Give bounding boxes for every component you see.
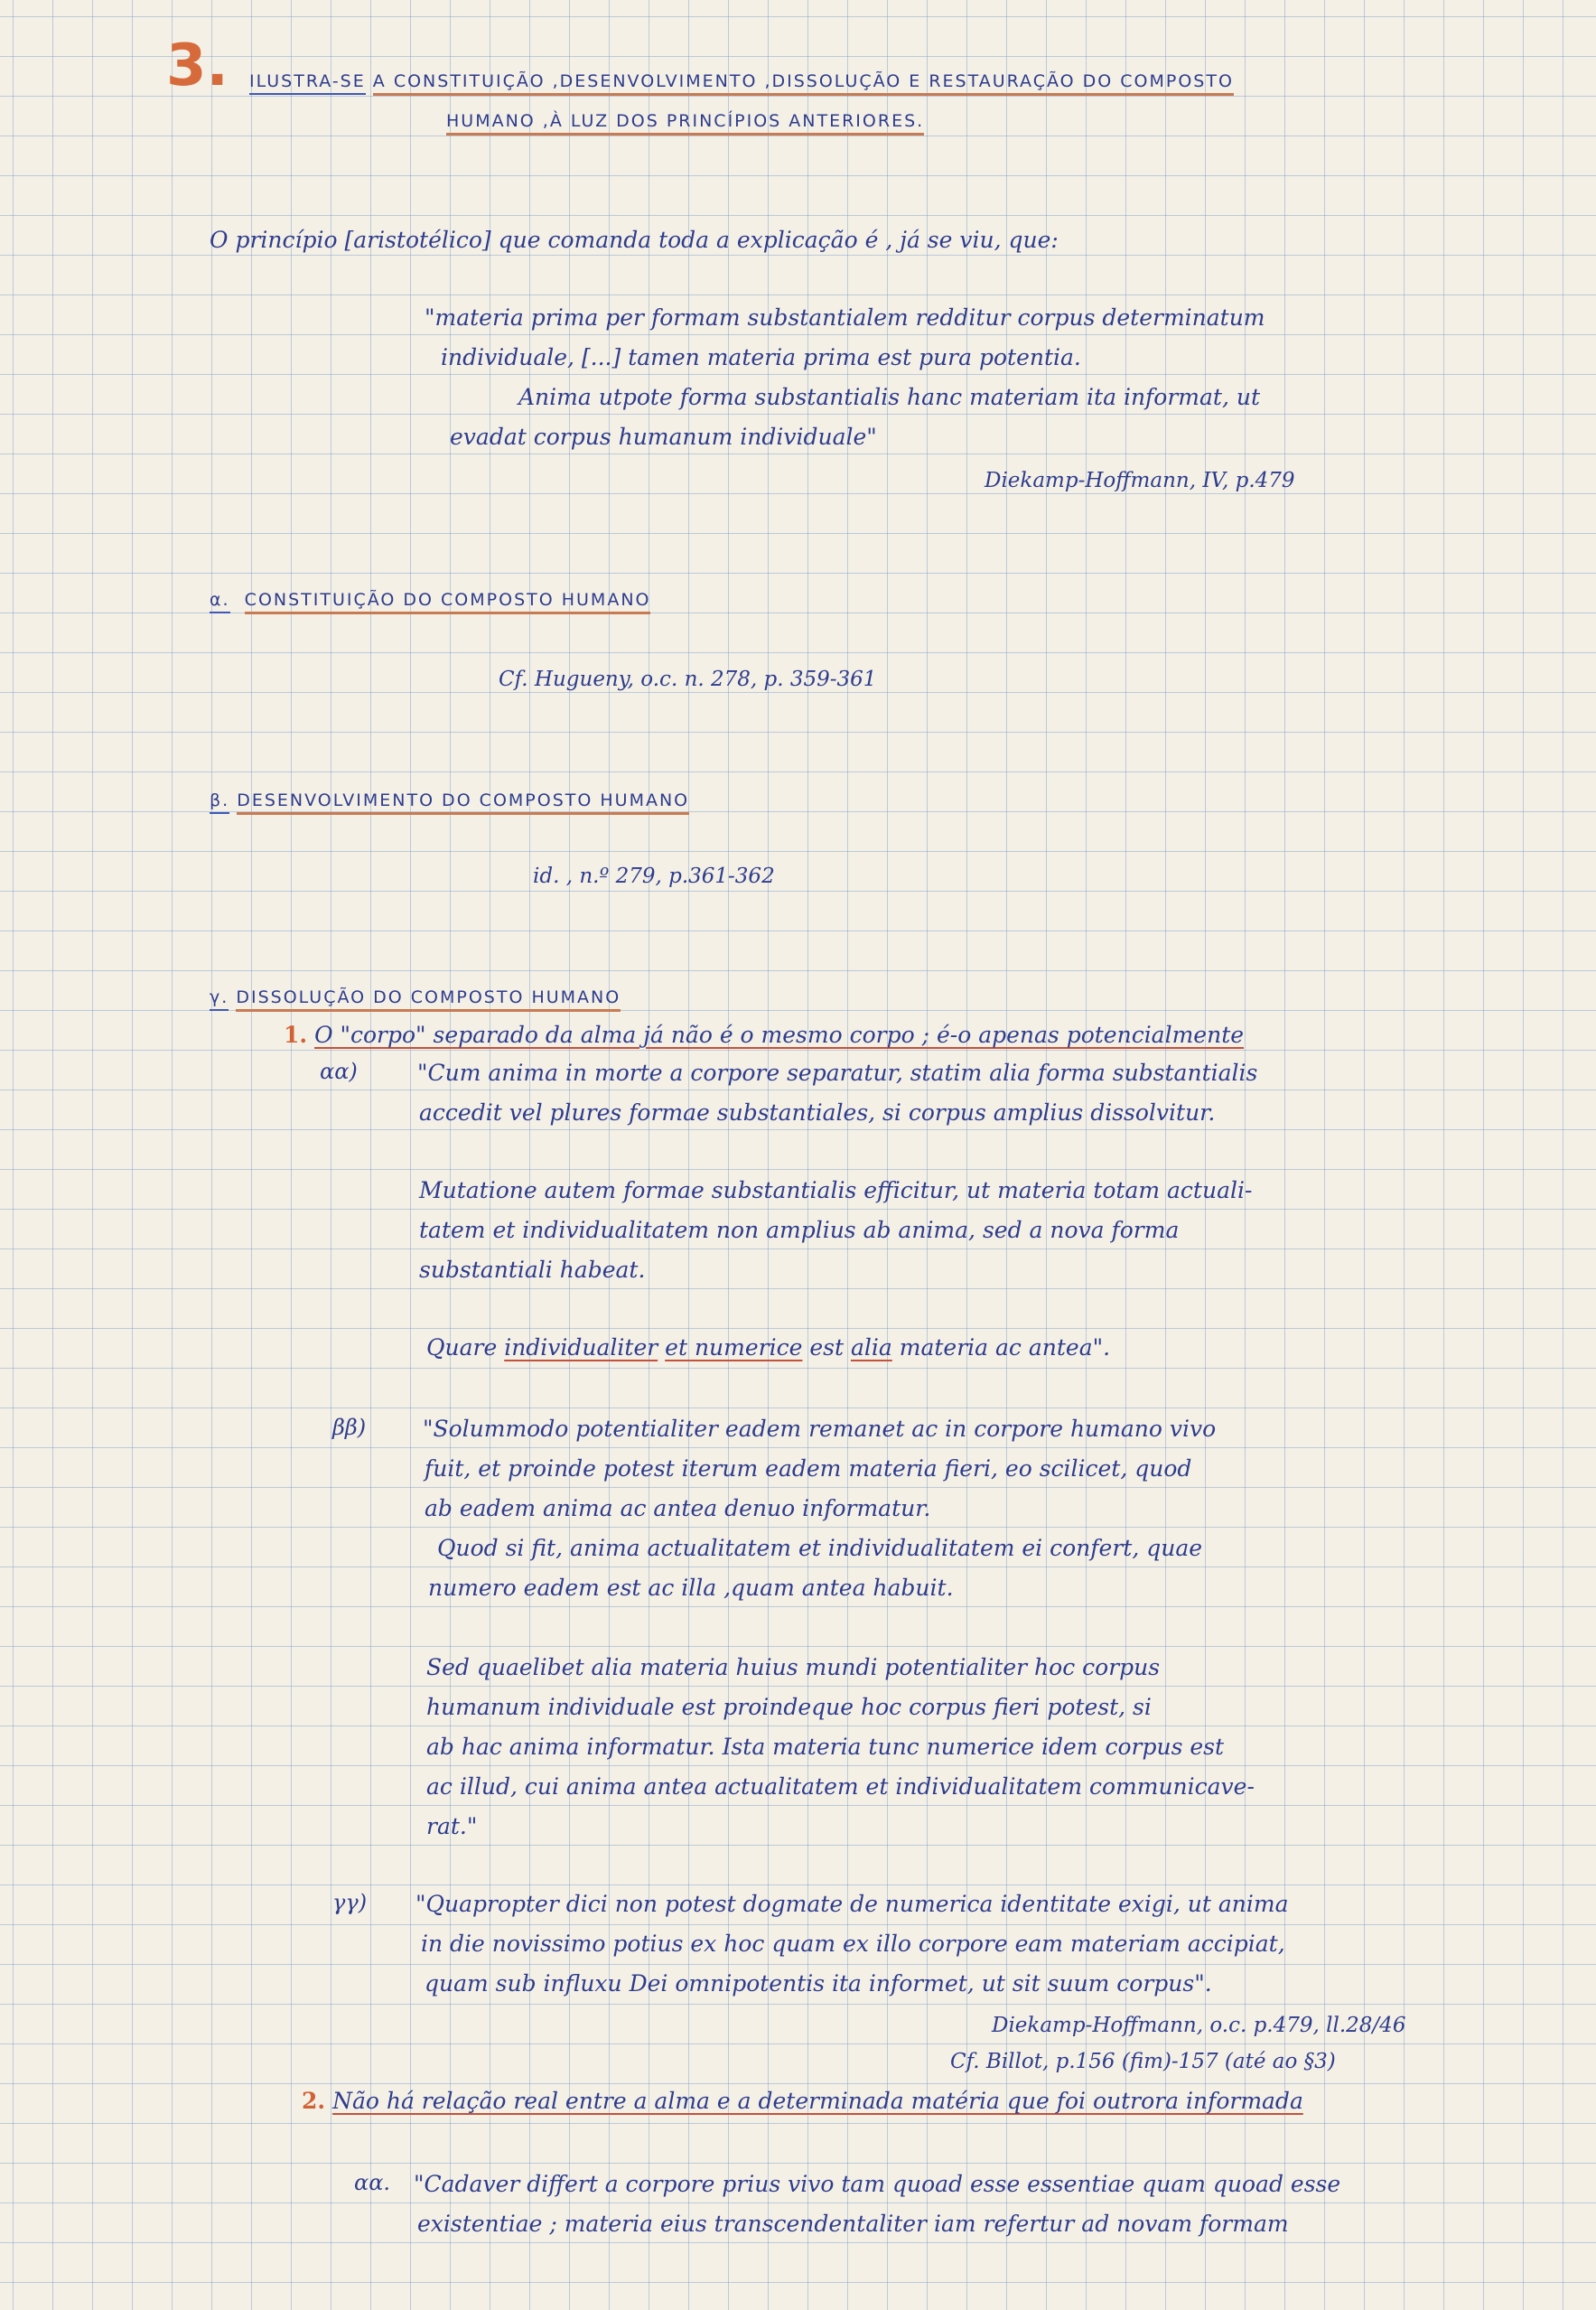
bb-line: Quod si fit, anima actualitatem et individualitatem ei confert, quae — [437, 1535, 1203, 1561]
bb-line: ab eadem anima ac antea denuo informatur. — [425, 1495, 931, 1521]
aa-para3-emphasis: alia — [850, 1334, 892, 1361]
heading-line-2 — [446, 107, 924, 136]
section-beta-title — [210, 786, 689, 815]
section-alpha-title — [210, 585, 650, 614]
sub-label-gg: γγ) — [332, 1890, 368, 1915]
aa-line: accedit vel plures formae substantiales, si corpus amplius dissolvitur. — [419, 1099, 1216, 1126]
heading-text: A CONSTITUIÇÃO ,DESENVOLVIMENTO ,DISSOLUÇÃO E RESTAURAÇÃO DO COMPOSTO — [373, 71, 1234, 96]
bb-para2-line: Sed quaelibet alia materia huius mundi potentialiter hoc corpus — [426, 1654, 1161, 1680]
quote-line: "materia prima per formam substantialem redditur corpus determinatum — [425, 304, 1265, 331]
point-number: 1. — [284, 1022, 308, 1048]
alpha-reference: Cf. Hugueny, o.c. n. 278, p. 359-361 — [499, 668, 877, 691]
quote-line: Anima utpote forma substantialis hanc materiam ita informat, ut — [518, 384, 1260, 410]
aa-para3-word: est — [809, 1334, 845, 1361]
heading-keyword: ILUSTRA-SE — [249, 71, 366, 95]
aa-line: "Cum anima in morte a corpore separatur, statim alia forma substantialis — [417, 1060, 1258, 1086]
section-title-text: DISSOLUÇÃO DO COMPOSTO HUMANO — [236, 987, 621, 1012]
bb-para2-line: humanum individuale est proindeque hoc corpus fieri potest, si — [426, 1694, 1152, 1720]
aa-para3-word: Quare — [426, 1334, 498, 1361]
bb-line: "Solummodo potentialiter eadem remanet ac in corpore humano vivo — [423, 1416, 1217, 1442]
sub-label-bb: ββ) — [332, 1415, 367, 1440]
quote-line: evadat corpus humanum individuale" — [450, 424, 877, 450]
aa-para2-line: Mutatione autem formae substantialis efficitur, ut materia totam actuali- — [419, 1177, 1253, 1203]
gg-line: in die novissimo potius ex hoc quam ex illo corpore eam materiam accipiat, — [421, 1931, 1285, 1957]
heading-text-2: HUMANO ,À LUZ DOS PRINCÍPIOS ANTERIORES. — [446, 111, 924, 136]
section-marker: α. — [210, 590, 230, 613]
section-gamma-title — [210, 983, 621, 1012]
section-title-text: DESENVOLVIMENTO DO COMPOSTO HUMANO — [237, 790, 689, 815]
section-number: 3. — [166, 33, 229, 99]
beta-reference: id. , n.º 279, p.361-362 — [533, 865, 775, 888]
gg-line: "Quapropter dici non potest dogmate de numerica identitate exigi, ut anima — [415, 1891, 1289, 1917]
aa-para3-emphasis: et numerice — [665, 1334, 803, 1361]
sub-label-aa: αα) — [320, 1059, 358, 1084]
bb-para2-line: ab hac anima informatur. Ista materia tunc numerice idem corpus est — [426, 1734, 1225, 1760]
quote-line: individuale, [...] tamen materia prima est pura potentia. — [441, 344, 1081, 370]
aa2-line: "Cadaver differt a corpore prius vivo tam quoad esse essentiae quam quoad esse — [414, 2171, 1341, 2197]
gg-reference-1: Diekamp-Hoffmann, o.c. p.479, ll.28/46 — [992, 2014, 1406, 2037]
aa-para3-emphasis: individualiter — [504, 1334, 658, 1361]
intro-principle: O princípio [aristotélico] que comanda toda a explicação é , já se viu, que: — [210, 227, 1059, 253]
bb-line: fuit, et proinde potest iterum eadem materia fieri, eo scilicet, quod — [425, 1455, 1192, 1482]
point-number: 2. — [302, 2088, 326, 2114]
point-1 — [284, 1021, 1244, 1050]
aa-para3-word: materia ac antea". — [899, 1334, 1111, 1361]
point-text: Não há relação real entre a alma e a determinada matéria que foi outrora informada — [332, 2088, 1303, 2114]
section-marker: γ. — [210, 987, 229, 1011]
section-marker: β. — [210, 790, 229, 814]
aa-para2-line: substantiali habeat. — [419, 1257, 646, 1283]
gg-reference-2: Cf. Billot, p.156 (fim)-157 (até ao §3) — [950, 2050, 1336, 2073]
aa-para3 — [426, 1333, 1110, 1362]
aa-para2-line: tatem et individualitatem non amplius ab anima, sed a nova forma — [419, 1217, 1180, 1243]
point-2 — [302, 2087, 1303, 2116]
quote-reference: Diekamp-Hoffmann, IV, p.479 — [985, 469, 1295, 492]
bb-para2-line: rat." — [426, 1813, 478, 1839]
bb-line: numero eadem est ac illa ,quam antea habuit. — [428, 1575, 954, 1601]
point-text: O "corpo" separado da alma já não é o mesmo corpo ; é-o apenas potencialmente — [314, 1022, 1245, 1048]
heading-line-1 — [249, 67, 1234, 96]
aa2-line: existentiae ; materia eius transcendentaliter iam refertur ad novam formam — [417, 2211, 1289, 2237]
bb-para2-line: ac illud, cui anima antea actualitatem et individualitatem communicave- — [426, 1773, 1255, 1800]
sub-label-aa2: αα. — [354, 2170, 391, 2195]
gg-line: quam sub influxu Dei omnipotentis ita informet, ut sit suum corpus". — [425, 1970, 1212, 1997]
section-title-text: CONSTITUIÇÃO DO COMPOSTO HUMANO — [245, 590, 651, 614]
